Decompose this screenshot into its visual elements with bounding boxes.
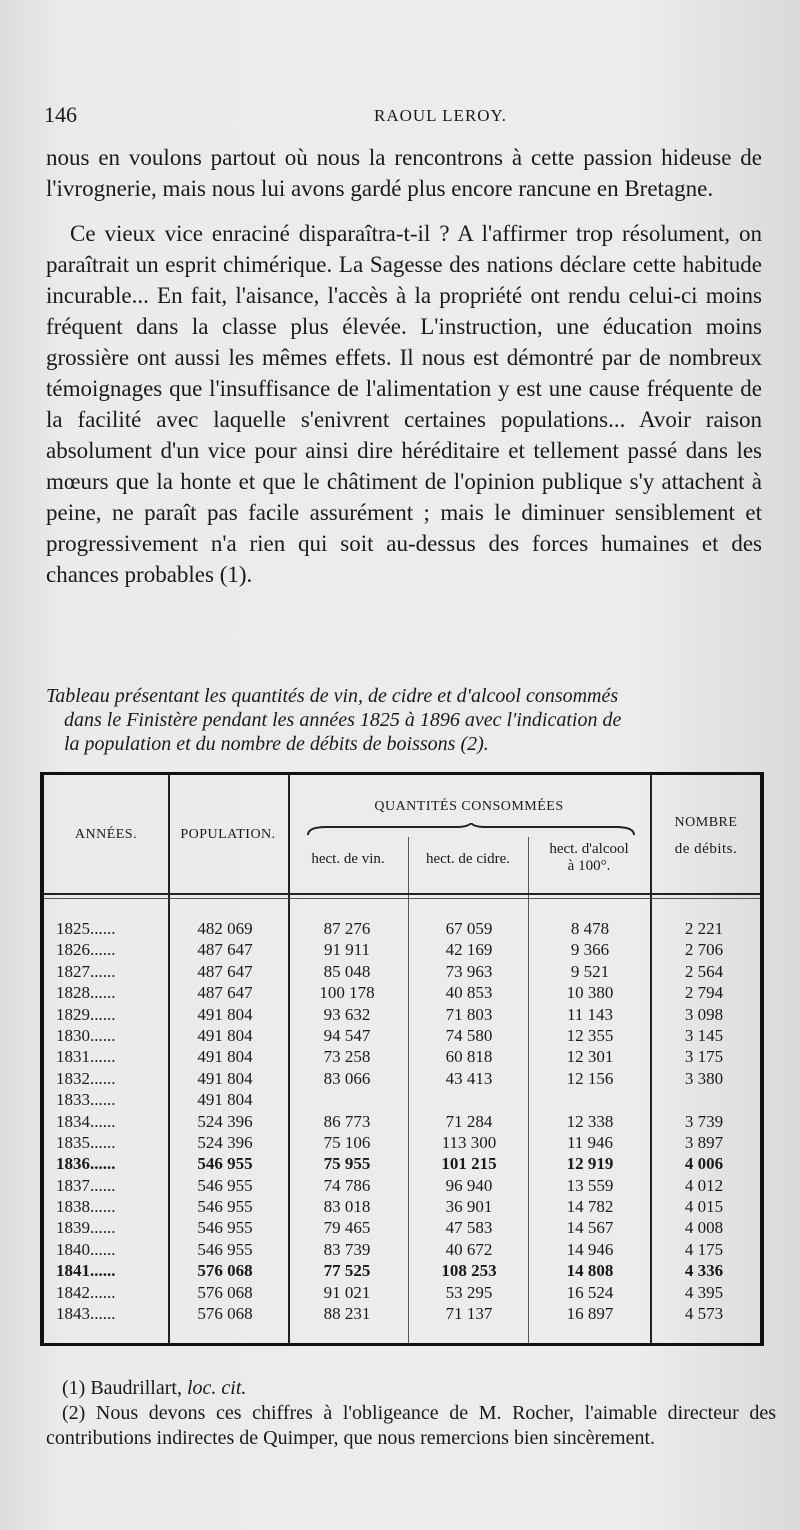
cell-alcool: 11 946 xyxy=(566,1132,614,1152)
cell-debits: 2 221 xyxy=(684,919,724,938)
header-alcool-line2: à 100°. xyxy=(567,858,611,874)
cell-population: 546 955 xyxy=(197,1239,253,1259)
header-alcool-line1: hect. d'alcool xyxy=(549,841,629,857)
cell-vin: 77 525 xyxy=(323,1261,371,1281)
cell-population: 576 068 xyxy=(197,1304,253,1324)
footnotes xyxy=(46,1376,776,1451)
cell-debits: 3 145 xyxy=(684,1025,724,1045)
table-row xyxy=(44,1176,760,1197)
cell-vin: 94 547 xyxy=(323,1025,371,1045)
cell-year: 1829...... xyxy=(56,1004,116,1024)
header-population: POPULATION. xyxy=(180,827,276,842)
cell-alcool: 12 301 xyxy=(566,1047,614,1067)
cell-cidre: 96 940 xyxy=(445,1175,493,1195)
cell-year: 1836...... xyxy=(56,1154,116,1174)
header-cidre: hect. de cidre. xyxy=(425,851,511,867)
table-row xyxy=(44,1026,760,1047)
cell-cidre: 40 853 xyxy=(445,983,493,1003)
table-body xyxy=(44,919,760,1325)
cell-cidre: 108 253 xyxy=(441,1261,497,1281)
cell-year: 1835...... xyxy=(56,1132,116,1152)
cell-debits: 3 098 xyxy=(684,1004,724,1024)
cell-debits: 4 006 xyxy=(684,1154,724,1174)
cell-vin: 75 955 xyxy=(323,1154,371,1174)
cell-year: 1842...... xyxy=(56,1282,116,1302)
table-row xyxy=(44,919,760,940)
cell-debits: 4 573 xyxy=(684,1304,724,1324)
cell-cidre: 42 169 xyxy=(445,940,493,960)
cell-population: 546 955 xyxy=(197,1154,253,1174)
cell-population: 491 804 xyxy=(197,1047,253,1067)
table-caption xyxy=(46,684,764,756)
cell-debits: 3 739 xyxy=(684,1111,724,1131)
caption-line-2: dans le Finistère pendant les années 1825 à 1896 avec l'indication de xyxy=(64,709,622,731)
cell-vin: 75 106 xyxy=(323,1132,371,1152)
table-row xyxy=(44,1133,760,1154)
table-row xyxy=(44,1197,760,1218)
footnote-1 xyxy=(46,1376,776,1401)
cell-vin: 100 178 xyxy=(319,983,375,1003)
brace-icon xyxy=(306,823,636,837)
cell-alcool: 12 156 xyxy=(566,1068,614,1088)
paragraph-1: nous en voulons partout où nous la rencontrons à cette passion hideuse de l'ivrognerie, mais nous lui avons gardé plus encore rancune en Bretagne. xyxy=(46,145,762,201)
cell-vin: 83 066 xyxy=(323,1068,371,1088)
cell-cidre: 53 295 xyxy=(445,1282,493,1302)
cell-cidre: 71 137 xyxy=(445,1304,493,1324)
cell-cidre: 71 803 xyxy=(445,1004,493,1024)
caption-line-3: la population et du nombre de débits de boissons (2). xyxy=(64,733,489,755)
cell-population: 487 647 xyxy=(197,940,253,960)
table-row xyxy=(44,962,760,983)
cell-debits: 4 008 xyxy=(684,1218,724,1238)
cell-alcool: 9 521 xyxy=(570,961,610,981)
cell-year: 1833...... xyxy=(56,1090,116,1110)
cell-vin: 88 231 xyxy=(323,1304,371,1324)
cell-debits: 3 175 xyxy=(684,1047,724,1067)
cell-population: 491 804 xyxy=(197,1004,253,1024)
header-nombre-line1: NOMBRE xyxy=(674,815,738,830)
cell-year: 1830...... xyxy=(56,1025,116,1045)
footnote-1-citation: loc. cit. xyxy=(186,1377,247,1399)
cell-vin: 91 021 xyxy=(323,1282,371,1302)
cell-year: 1827...... xyxy=(56,961,116,981)
cell-population: 576 068 xyxy=(197,1261,253,1281)
cell-vin: 85 048 xyxy=(323,961,371,981)
running-title: RAOUL LEROY. xyxy=(374,106,507,125)
cell-population: 487 647 xyxy=(197,983,253,1003)
cell-vin: 87 276 xyxy=(323,919,371,938)
table-row xyxy=(44,1283,760,1304)
table-row xyxy=(44,1005,760,1026)
cell-cidre: 36 901 xyxy=(445,1197,493,1217)
footnote-2: (2) Nous devons ces chiffres à l'obligeance de M. Rocher, l'aimable directeur des contributions indirectes de Quimper, que nous remercions bien sincèrement. xyxy=(46,1402,776,1449)
cell-alcool: 12 355 xyxy=(566,1025,614,1045)
caption-line-1: Tableau présentant les quantités de vin, de cidre et d'alcool consommés xyxy=(46,685,619,707)
cell-alcool: 12 919 xyxy=(566,1154,614,1174)
header-rule xyxy=(44,893,760,895)
cell-population: 491 804 xyxy=(197,1090,253,1110)
cell-vin: 74 786 xyxy=(323,1175,371,1195)
cell-vin: 73 258 xyxy=(323,1047,371,1067)
table-row xyxy=(44,1304,760,1325)
cell-cidre: 113 300 xyxy=(441,1132,497,1152)
table-row xyxy=(44,1261,760,1282)
cell-cidre: 47 583 xyxy=(445,1218,493,1238)
running-head xyxy=(44,102,764,132)
cell-population: 524 396 xyxy=(197,1111,253,1131)
header-nombre xyxy=(650,815,762,858)
cell-year: 1831...... xyxy=(56,1047,116,1067)
cell-vin: 86 773 xyxy=(323,1111,371,1131)
cell-alcool: 16 897 xyxy=(566,1304,614,1324)
header-quantites: QUANTITÉS CONSOMMÉES xyxy=(374,799,564,814)
cell-debits: 3 897 xyxy=(684,1132,724,1152)
cell-alcool: 8 478 xyxy=(570,919,610,938)
cell-vin: 83 739 xyxy=(323,1239,371,1259)
cell-alcool: 14 567 xyxy=(566,1218,614,1238)
cell-year: 1825...... xyxy=(56,919,116,938)
cell-debits: 4 336 xyxy=(684,1261,724,1281)
cell-cidre: 71 284 xyxy=(445,1111,493,1131)
data-table xyxy=(40,772,764,1346)
header-nombre-line2: de débits. xyxy=(674,841,738,857)
cell-alcool: 12 338 xyxy=(566,1111,614,1131)
cell-population: 491 804 xyxy=(197,1025,253,1045)
cell-population: 482 069 xyxy=(197,919,253,938)
table-row xyxy=(44,940,760,961)
cell-vin: 79 465 xyxy=(323,1218,371,1238)
table-row xyxy=(44,983,760,1004)
cell-debits: 3 380 xyxy=(684,1068,724,1088)
cell-debits: 2 564 xyxy=(684,961,724,981)
table-row xyxy=(44,1047,760,1068)
table-row xyxy=(44,1154,760,1175)
cell-year: 1826...... xyxy=(56,940,116,960)
cell-debits: 4 395 xyxy=(684,1282,724,1302)
cell-population: 546 955 xyxy=(197,1218,253,1238)
cell-year: 1843...... xyxy=(56,1304,116,1324)
header-rule xyxy=(44,898,760,899)
cell-population: 546 955 xyxy=(197,1197,253,1217)
cell-year: 1834...... xyxy=(56,1111,116,1131)
cell-alcool: 14 782 xyxy=(566,1197,614,1217)
cell-year: 1837...... xyxy=(56,1175,116,1195)
cell-cidre: 40 672 xyxy=(445,1239,493,1259)
header-vin: hect. de vin. xyxy=(311,851,385,867)
cell-alcool: 16 524 xyxy=(566,1282,614,1302)
cell-population: 576 068 xyxy=(197,1282,253,1302)
header-alcool xyxy=(528,841,650,875)
cell-alcool: 14 946 xyxy=(566,1239,614,1259)
cell-year: 1838...... xyxy=(56,1197,116,1217)
cell-debits: 2 706 xyxy=(684,940,724,960)
table-row xyxy=(44,1240,760,1261)
cell-debits: 2 794 xyxy=(684,983,724,1003)
paragraph-2: Ce vieux vice enraciné disparaîtra-t-il ? A l'affirmer trop résolument, on paraîtrait un esprit chimérique. La Sagesse des nations déclare cette habitude incurable... En fait, l'aisance, l'accès à la propriété ont rendu celui-ci moins fréquent dans la classe plus élevée. L'instruction, une éducation moins grossière ont aussi les mêmes effets. Il nous est démontré par de nombreux témoignages que l'insuffisance de l'alimentation y est une cause fréquente de la facilité avec laquelle s'enivrent certaines populations... Avoir raison absolument d'un vice pour ainsi dire héréditaire et tellement passé dans les mœurs que la honte et que le châtiment de l'opinion publique s'y attachent à peine, ne paraît pas facile assurément ; mais le diminuer sensiblement et progressivement n'a rien qui soit au-dessus des forces humaines et des chances probables (1). xyxy=(46,221,762,587)
cell-population: 546 955 xyxy=(197,1175,253,1195)
footnote-1-text: (1) Baudrillart, xyxy=(62,1377,187,1399)
cell-cidre: 101 215 xyxy=(441,1154,497,1174)
cell-alcool: 10 380 xyxy=(566,983,614,1003)
cell-cidre: 43 413 xyxy=(445,1068,493,1088)
table-row xyxy=(44,1112,760,1133)
cell-population: 491 804 xyxy=(197,1068,253,1088)
cell-cidre: 60 818 xyxy=(445,1047,493,1067)
cell-cidre: 73 963 xyxy=(445,961,493,981)
cell-vin: 93 632 xyxy=(323,1004,371,1024)
table-row xyxy=(44,1218,760,1239)
cell-year: 1828...... xyxy=(56,983,116,1003)
table-row xyxy=(44,1069,760,1090)
cell-vin: 83 018 xyxy=(323,1197,371,1217)
cell-cidre: 67 059 xyxy=(445,919,493,938)
cell-alcool: 13 559 xyxy=(566,1175,614,1195)
cell-year: 1840...... xyxy=(56,1239,116,1259)
cell-vin: 91 911 xyxy=(323,940,371,960)
cell-debits: 4 012 xyxy=(684,1175,724,1195)
cell-population: 487 647 xyxy=(197,961,253,981)
cell-population: 524 396 xyxy=(197,1132,253,1152)
cell-year: 1832...... xyxy=(56,1068,116,1088)
body-text xyxy=(46,142,762,590)
table-row xyxy=(44,1090,760,1111)
cell-year: 1839...... xyxy=(56,1218,116,1238)
header-years: ANNÉES. xyxy=(74,827,138,842)
cell-cidre: 74 580 xyxy=(445,1025,493,1045)
cell-alcool: 9 366 xyxy=(570,940,610,960)
cell-alcool: 14 808 xyxy=(566,1261,614,1281)
page-number: 146 xyxy=(44,102,77,127)
cell-year: 1841...... xyxy=(56,1261,116,1281)
cell-debits: 4 015 xyxy=(684,1197,724,1217)
cell-debits: 4 175 xyxy=(684,1239,724,1259)
cell-alcool: 11 143 xyxy=(566,1004,614,1024)
